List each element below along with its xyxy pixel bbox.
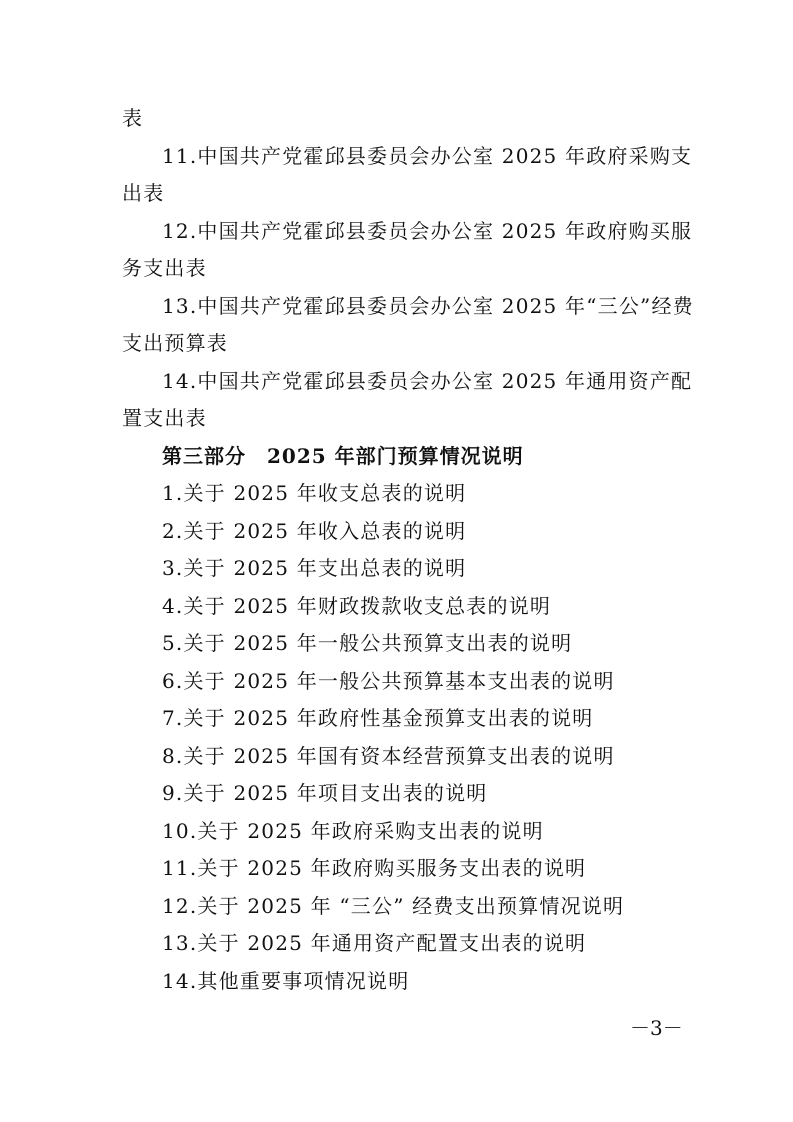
list-item: 8.关于 2025 年国有资本经营预算支出表的说明 xyxy=(162,744,615,768)
list-item: 10.关于 2025 年政府采购支出表的说明 xyxy=(162,819,544,843)
text-line: 出表 xyxy=(122,181,165,205)
list-item: 14.其他重要事项情况说明 xyxy=(162,969,410,993)
text-line: 表 xyxy=(122,106,144,130)
list-item: 9.关于 2025 年项目支出表的说明 xyxy=(162,781,488,805)
text-line: 置支出表 xyxy=(122,406,207,430)
list-item: 6.关于 2025 年一般公共预算基本支出表的说明 xyxy=(162,669,615,693)
list-item: 5.关于 2025 年一般公共预算支出表的说明 xyxy=(162,631,573,655)
list-item: 2.关于 2025 年收入总表的说明 xyxy=(162,519,467,543)
text-line: 13.中国共产党霍邱县委员会办公室 2025 年“三公”经费 xyxy=(162,294,694,318)
text-line: 支出预算表 xyxy=(122,331,228,355)
page-number: －3－ xyxy=(630,1016,683,1040)
list-item: 1.关于 2025 年收支总表的说明 xyxy=(162,481,467,505)
list-item: 11.关于 2025 年政府购买服务支出表的说明 xyxy=(162,856,587,880)
text-line: 务支出表 xyxy=(122,256,207,280)
list-item: 3.关于 2025 年支出总表的说明 xyxy=(162,556,467,580)
list-item: 12.关于 2025 年 “三公” 经费支出预算情况说明 xyxy=(162,894,625,918)
section-heading: 第三部分 2025 年部门预算情况说明 xyxy=(162,444,524,468)
list-item: 7.关于 2025 年政府性基金预算支出表的说明 xyxy=(162,706,594,730)
text-line: 14.中国共产党霍邱县委员会办公室 2025 年通用资产配 xyxy=(162,369,693,393)
text-line: 11.中国共产党霍邱县委员会办公室 2025 年政府采购支 xyxy=(162,144,693,168)
list-item: 4.关于 2025 年财政拨款收支总表的说明 xyxy=(162,594,552,618)
list-item: 13.关于 2025 年通用资产配置支出表的说明 xyxy=(162,931,587,955)
text-line: 12.中国共产党霍邱县委员会办公室 2025 年政府购买服 xyxy=(162,219,693,243)
